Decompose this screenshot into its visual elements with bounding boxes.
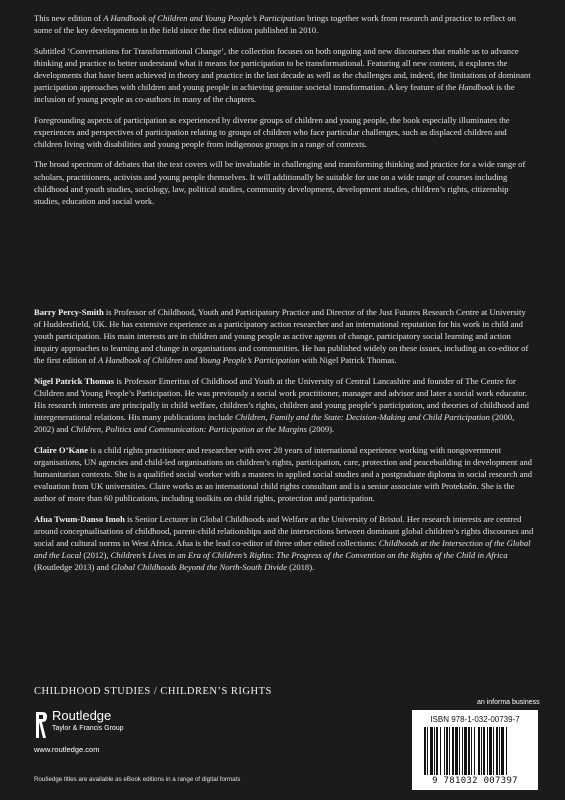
barcode-bar (478, 727, 480, 775)
publisher-url[interactable]: www.routledge.com (34, 745, 100, 754)
publisher-block (34, 708, 144, 763)
barcode-bar (459, 727, 460, 775)
editor-name: Barry Percy-Smith (34, 307, 104, 317)
ebook-note: Routledge titles are available as eBook editions in a range of digital formats (34, 776, 241, 783)
blurb-paragraph-4: The broad spectrum of debates that the text covers will be invaluable in challenging and transforming thinking and practice for a wide range of scholars, practitioners, activists and young people themselves. It will additionally be suitable for use on a wide range of courses including childhood and youth studies, sociology, law, political studies, community development, development studies, children’s rights, citizenship studies, education and social work. (34, 159, 526, 206)
barcode-icon (424, 727, 526, 775)
editor-name: Afua Twum-Danso Imoh (34, 513, 125, 524)
barcode-bar (499, 727, 500, 775)
barcode-bar (436, 727, 438, 775)
barcode-bar (446, 727, 448, 775)
barcode-bar (424, 727, 426, 775)
barcode-digits: 9 781032 007397 (432, 776, 518, 786)
barcode-bar (496, 727, 498, 775)
barcode-bar (506, 727, 507, 775)
bio-nigel-patrick-thomas: Nigel Patrick Thomas is Professor Emeritus of Childhood and Youth at the University of Central Lancashire and founder of The Centre for Children and Young People’s Participation. He was previously a social work practitioner, manager and advisor and later a social work educator. His research interests are principally in child welfare, children’s rights, children and young people’s participation, and theories of childhood and intergenerational relations. His many publications include Children, Family and the State: Decision-Making and Child Participation (2000, 2002) and Children, Politics and Communication: Participation at the Margins (2009). (34, 375, 529, 435)
barcode-bar (434, 727, 435, 775)
barcode-bar (474, 727, 475, 775)
bio-afua-twum-danso-imoh: Afua Twum-Danso Imoh is Senior Lecturer in Global Childhoods and Welfare at the University of Bristol. Her research interests are centred around conceptualisations of childhood, parent-child relationships and the intersections between dominant global children’s rights discourses and social and cultural norms in West Africa. Afua is the lead co-editor of three other edited collections: Childhoods at the Intersection of the Global and the Local (2012), Children’s Lives in an Era of Children’s Rights: The Progress of the Convention on the Rights of the Child in Africa (Routledge 2013) and Global Childhoods Beyond the North-South Divide (2018). (34, 513, 534, 573)
editor-name: Nigel Patrick Thomas (34, 375, 115, 386)
barcode-bar (455, 727, 458, 775)
barcode-bar (501, 727, 504, 775)
editor-name: Claire O’Kane (34, 444, 89, 455)
routledge-logo-icon (34, 710, 48, 740)
barcode-bar (464, 727, 467, 775)
barcode-bar (444, 727, 445, 775)
isbn-barcode (412, 710, 538, 790)
barcode-bar (487, 727, 488, 775)
barcode-bar (468, 727, 470, 775)
editor-bios (34, 306, 534, 582)
barcode-bar (427, 727, 428, 775)
publisher-name: Routledge (52, 708, 112, 723)
blurb-paragraph-2: Subtitled ‘Conversations for Transformational Change’, the collection focuses on both ongoing and new discourses that enable us to advance thinking and practice to better understand what it means for participation to be transformational. Featuring all new content, it explores the developments that have been achieved in theory and practice in the last decade as well as the challenges and, indeed, the limitations of dominant participation approaches with children and young people in achieving genuine societal transformation. A key feature of the Handbook is the inclusion of young people as co-authors in many of the chapters. (34, 45, 531, 105)
bio-barry-percy-smith: Barry Percy-Smith is Professor of Childhood, Youth and Participatory Practice and Director of the Just Futures Research Centre at University of Huddersfield, UK. He has extensive experience as a participatory action researcher and an international reputation for his work in child and youth participation. His main interests are in children and young people as active agents of change, participatory social learning and action inquiry approaches to learning and change in organisations and communities. He has published widely on these issues, including as co-editor of the first edition of A Handbook of Children and Young People’s Participation with Nigel Patrick Thomas. (34, 307, 529, 366)
barcode-bar (440, 727, 441, 775)
informa-tagline: an informa business (477, 699, 540, 706)
barcode-bar (430, 727, 433, 775)
barcode-bar (462, 727, 463, 775)
barcode-bar (481, 727, 482, 775)
isbn-label: ISBN 978-1-032-00739-7 (430, 715, 520, 724)
barcode-bar (449, 727, 450, 775)
publisher-group: Taylor & Francis Group (52, 725, 124, 732)
blurb-paragraph-3: Foregrounding aspects of participation as experienced by diverse groups of children and young people, the book especially illuminates the experiences and perspectives of participation relating to groups of children who face particular challenges, such as displaced children and children living with disabilities and young people from indigenous groups in a range of contexts. (34, 114, 510, 149)
barcode-bar (493, 727, 494, 775)
book-title: A Handbook of Children and Young People’s Participation (103, 13, 305, 23)
barcode-bar (452, 727, 454, 775)
barcode-bar (471, 727, 472, 775)
blurb-paragraph-1: This new edition of A Handbook of Children and Young People’s Participation brings together work from research and practice to reflect on some of the key developments in the field since the first edition published in 2010. (34, 13, 516, 36)
bio-claire-okane: Claire O’Kane is a child rights practitioner and researcher with over 28 years of international experience working with nongovernment organisations, UN agencies and child-led organisations on children’s rights, participation, care, protection and peacebuilding in development and humanitarian contexts. She is a qualified social worker with a masters in applied social studies and a postgraduate diploma in social research and evaluation from UK universities. Claire works as an international child rights consultant and is a senior associate with Proteknôn. She is the author of more than 60 publications, including toolkits on child rights, protection and participation. (34, 444, 533, 504)
barcode-bar (483, 727, 485, 775)
back-cover-blurb (34, 12, 534, 215)
subject-category: CHILDHOOD STUDIES / CHILDREN’S RIGHTS (34, 686, 272, 697)
handbook-title: Handbook (458, 81, 495, 92)
barcode-bar (489, 727, 492, 775)
